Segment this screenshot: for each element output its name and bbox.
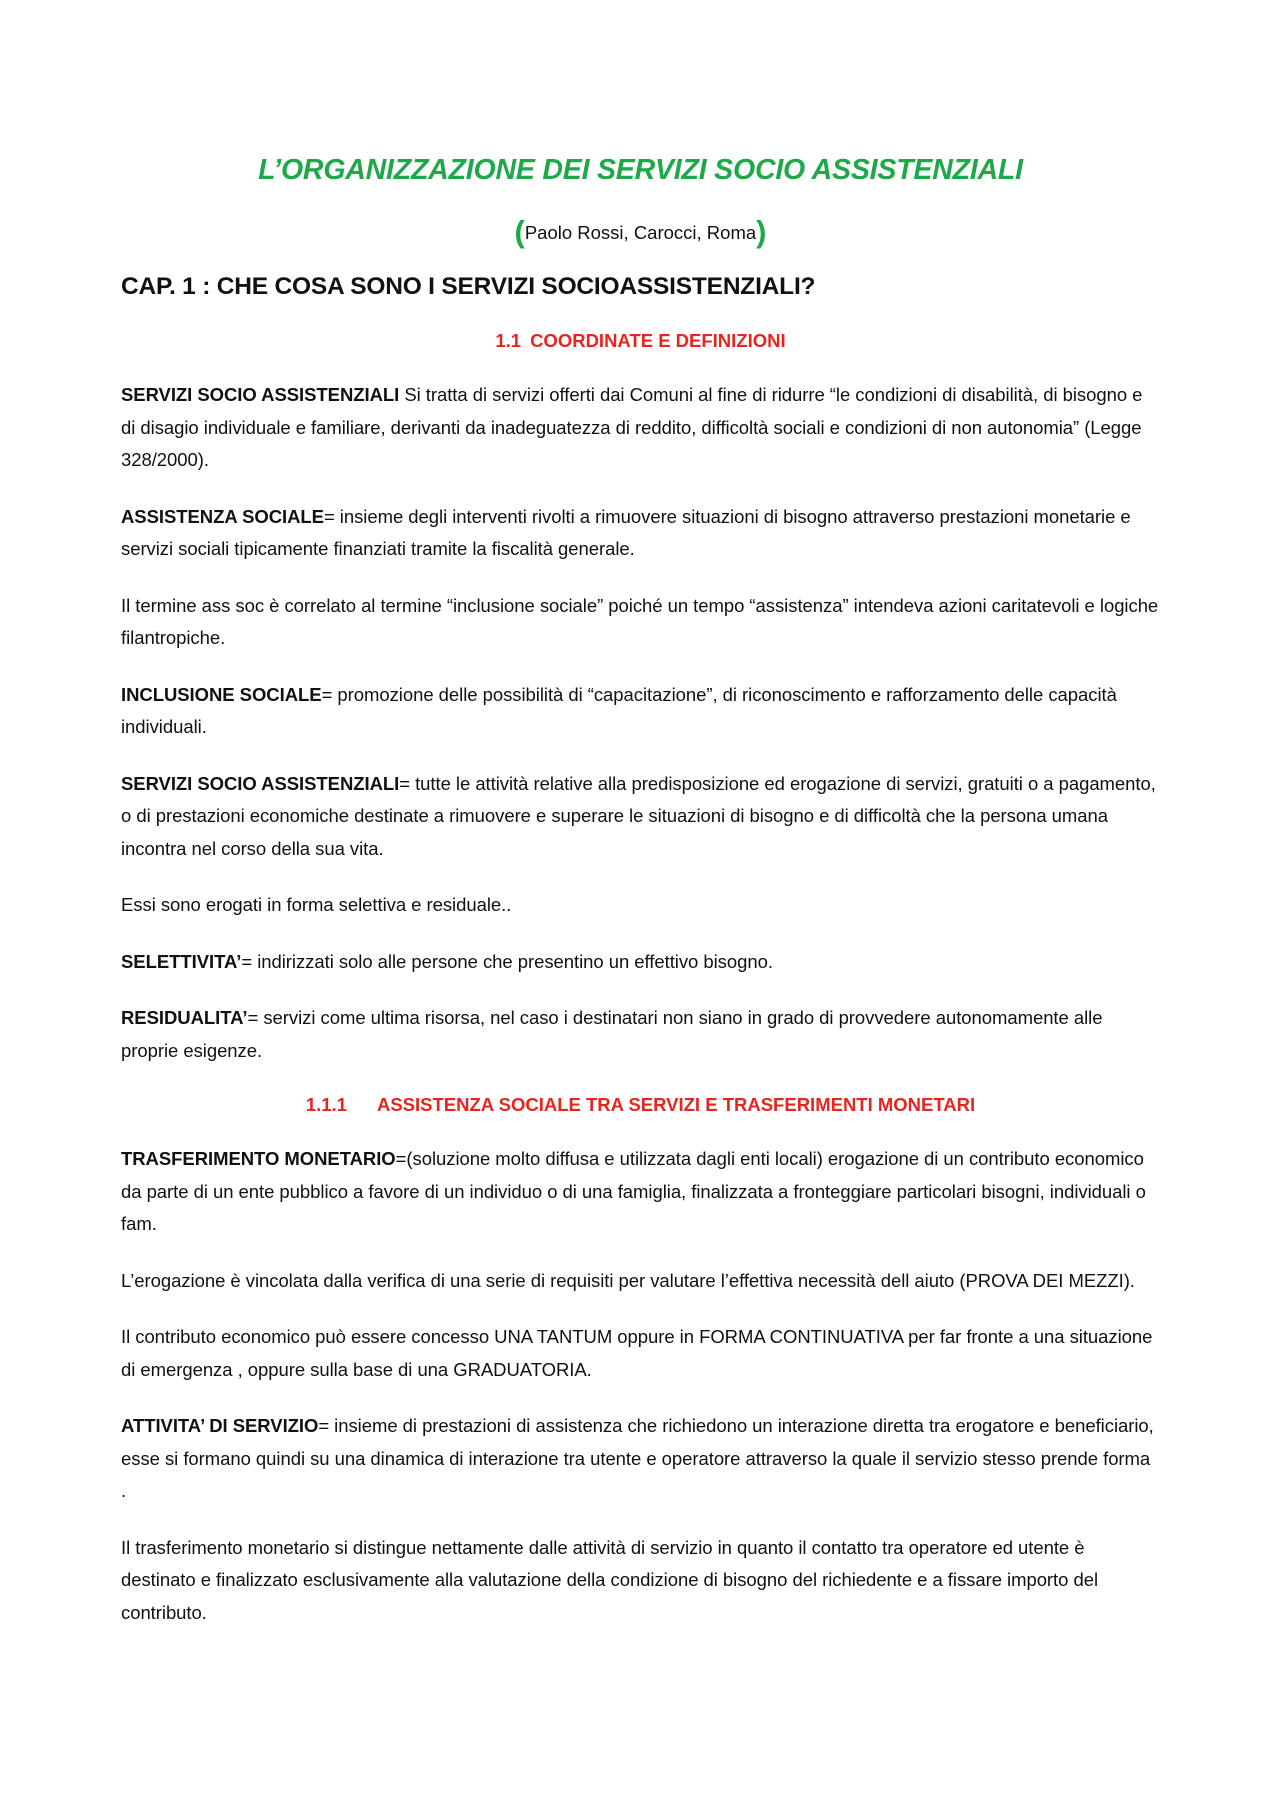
paragraph-text: Si tratta di servizi offerti dai Comuni al fine di ridurre “le condizioni di disabilità, di bisogno e di disagio individuale e familiare, derivanti da inadeguatezza di reddito, difficoltà sociali e condizioni di non autonomia” (Legge 328/2000). [121,384,1143,470]
paragraph-servizi-socio-assistenziali [121,379,1160,477]
subtitle-close-paren: ) [756,214,767,249]
paragraph-text: Il termine ass soc è correlato al termine “inclusione sociale” poiché un tempo “assistenza” intendeva azioni caritatevoli e logiche filantropiche. [121,594,1159,648]
paragraph-trasferimento-monetario [121,1143,1160,1241]
paragraph-term: TRASFERIMENTO MONETARIO [121,1148,396,1169]
subtitle-text: Paolo Rossi, Carocci, Roma [524,222,757,243]
paragraph-erogazione [121,1265,1160,1298]
paragraph-term: RESIDUALITA’ [121,1007,248,1028]
paragraph-text: = indirizzati solo alle persone che presentino un effettivo bisogno. [241,950,773,972]
paragraph-text: = tutte le attività relative alla predisposizione ed erogazione di servizi, gratuiti o a pagamento, o di prestazioni economiche destinate a rimuovere e superare le situazioni di bisogno e di difficoltà che la persona umana incontra nel corso della sua vita. [121,772,1156,859]
paragraph-assistenza-sociale [121,501,1160,566]
paragraph-text: = servizi come ultima risorsa, nel caso i destinatari non siano in grado di provvedere autonomamente alle proprie esigenze. [121,1007,1103,1061]
paragraph-text: = insieme di prestazioni di assistenza che richiedono un interazione diretta tra erogatore e beneficiario, esse si formano quindi su una dinamica di interazione tra utente e operatore attraverso la quale il servizio stesso prende forma . [121,1415,1154,1501]
paragraph-text: L’erogazione è vincolata dalla verifica di una serie di requisiti per valutare l’effettiva necessità dell aiuto (PROVA DEI MEZZI). [121,1269,1135,1291]
paragraph-text: Il trasferimento monetario si distingue nettamente dalle attività di servizio in quanto il contatto tra operatore ed utente è destinato e finalizzato esclusivamente alla valutazione della condizione di bisogno del richiedente e a fissare importo del contributo. [121,1536,1098,1623]
paragraph-attivita-di-servizio [121,1410,1160,1508]
section-heading-1-1-1 [121,1091,1160,1119]
paragraph-term: SERVIZI SOCIO ASSISTENZIALI [121,384,400,405]
paragraph-trasferimento-distinzione [121,1532,1160,1630]
paragraph-term: ATTIVITA’ DI SERVIZIO [121,1415,319,1436]
paragraph-text: Il contributo economico può essere concesso UNA TANTUM oppure in FORMA CONTINUATIVA per far fronte a una situazione di emergenza , oppure sulla base di una GRADUATORIA. [121,1326,1153,1380]
paragraph-text: = insieme degli interventi rivolti a rimuovere situazioni di bisogno attraverso prestazioni monetarie e servizi sociali tipicamente finanziati tramite la fiscalità generale. [121,505,1131,559]
paragraph-termine-ass-soc [121,590,1160,655]
paragraph-term: SERVIZI SOCIO ASSISTENZIALI [121,772,400,794]
paragraph-contributo-economico [121,1321,1160,1386]
subtitle-open-paren: ( [514,214,525,249]
paragraph-text: = promozione delle possibilità di “capacitazione”, di riconoscimento e rafforzamento delle capacità individuali. [121,683,1117,737]
paragraph-selettivita [121,946,1160,979]
document-subtitle [121,216,1160,249]
paragraph-term: INCLUSIONE SOCIALE [121,683,322,705]
paragraph-term: SELETTIVITA’ [121,950,242,972]
paragraph-text: Essi sono erogati in forma selettiva e residuale.. [121,894,512,915]
section-title: ASSISTENZA SOCIALE TRA SERVIZI E TRASFERIMENTI MONETARI [376,1094,976,1115]
section-number: 1.1 [495,330,522,351]
paragraph-residualita [121,1002,1160,1067]
section-heading-1-1 [121,327,1160,355]
paragraph-text: =(soluzione molto diffusa e utilizzata dagli enti locali) erogazione di un contributo economico da parte di un ente pubblico a favore di un individuo o di una famiglia, finalizzata a fronteggiare particolari bisogni, individuali o fam. [121,1148,1146,1234]
paragraph-term: ASSISTENZA SOCIALE [121,505,324,527]
paragraph-forma-selettiva [121,889,1160,922]
document-title: L’ORGANIZZAZIONE DEI SERVIZI SOCIO ASSISTENZIALI [258,154,1023,186]
paragraph-inclusione-sociale [121,679,1160,744]
chapter-heading: CAP. 1 : CHE COSA SONO I SERVIZI SOCIOASSISTENZIALI? [121,273,816,300]
section-title: COORDINATE E DEFINIZIONI [530,330,786,351]
paragraph-servizi-definizione [121,768,1160,866]
section-number: 1.1.1 [305,1094,347,1115]
